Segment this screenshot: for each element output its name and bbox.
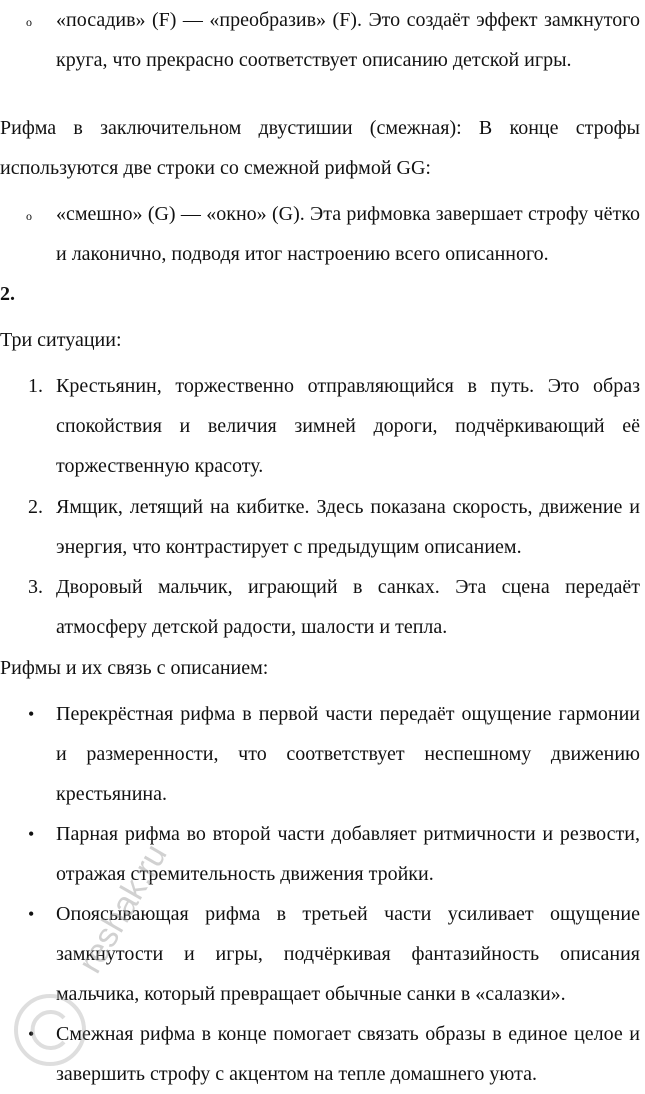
- watermark: reshak.ru: [70, 837, 175, 980]
- list-number: 1.: [28, 375, 43, 397]
- list-item-text: Парная рифма во второй части добавляет ритмичности и резвости, отражая стремительность движения тройки.: [56, 823, 640, 885]
- section-number: [0, 274, 640, 314]
- section-number-text: 2.: [0, 283, 15, 305]
- numbered-list-item: [0, 487, 640, 567]
- numbered-list-item: [0, 567, 640, 647]
- circle-bullet-icon: o: [26, 209, 32, 223]
- list-item-text: Смежная рифма в конце помогает связать образы в единое целое и завершить строфу с акцентом на тепле домашнего уюта.: [56, 1023, 640, 1085]
- bullet-icon: •: [28, 904, 35, 924]
- list-item-text: «посадив» (F) — «преобразив» (F). Это создаёт эффект замкнутого круга, что прекрасно соответствует описанию детской игры.: [56, 9, 640, 71]
- list-item-text: Опоясывающая рифма в третьей части усиливает ощущение замкнутости и игры, подчёркивая фантазийность описания мальчика, который превращает обычные санки в «салазки».: [56, 903, 640, 1005]
- list-item: [0, 1014, 640, 1094]
- rhymes-heading: [0, 648, 640, 688]
- list-item-text: Дворовый мальчик, играющий в санках. Эта сцена передаёт атмосферу детской радости, шалости и тепла.: [56, 576, 640, 638]
- list-item-text: «смешно» (G) — «окно» (G). Эта рифмовка завершает строфу чётко и лаконично, подводя итог настроению всего описанного.: [56, 203, 640, 265]
- list-number: 2.: [28, 496, 43, 518]
- list-item: [0, 0, 640, 80]
- list-item: [0, 814, 640, 894]
- list-item-text: Ямщик, летящий на кибитке. Здесь показана скорость, движение и энергия, что контрастирует с предыдущим описанием.: [56, 496, 640, 558]
- list-item-text: Крестьянин, торжественно отправляющийся в путь. Это образ спокойствия и величия зимней дороги, подчёркивающий её торжественную красоту.: [56, 375, 640, 477]
- paragraph-final-couplet: Рифма в заключительном двустишии (смежная): В конце строфы используются две строки со смежной рифмой GG:: [0, 117, 640, 179]
- situations-heading-text: Три ситуации:: [0, 329, 122, 351]
- bullet-icon: •: [28, 704, 35, 724]
- numbered-list-item: [0, 366, 640, 486]
- list-item: [0, 694, 640, 814]
- list-item-text: Перекрёстная рифма в первой части передаёт ощущение гармонии и размеренности, что соответствует неспешному движению крестьянина.: [56, 703, 640, 805]
- situations-heading: [0, 320, 640, 360]
- circle-bullet-icon: o: [26, 15, 32, 29]
- rhymes-heading-text: Рифмы и их связь с описанием:: [0, 657, 269, 679]
- bullet-icon: •: [28, 824, 35, 844]
- paragraph: [0, 108, 640, 188]
- list-item: [0, 194, 640, 274]
- bullet-icon: •: [28, 1024, 35, 1044]
- list-number: 3.: [28, 576, 43, 598]
